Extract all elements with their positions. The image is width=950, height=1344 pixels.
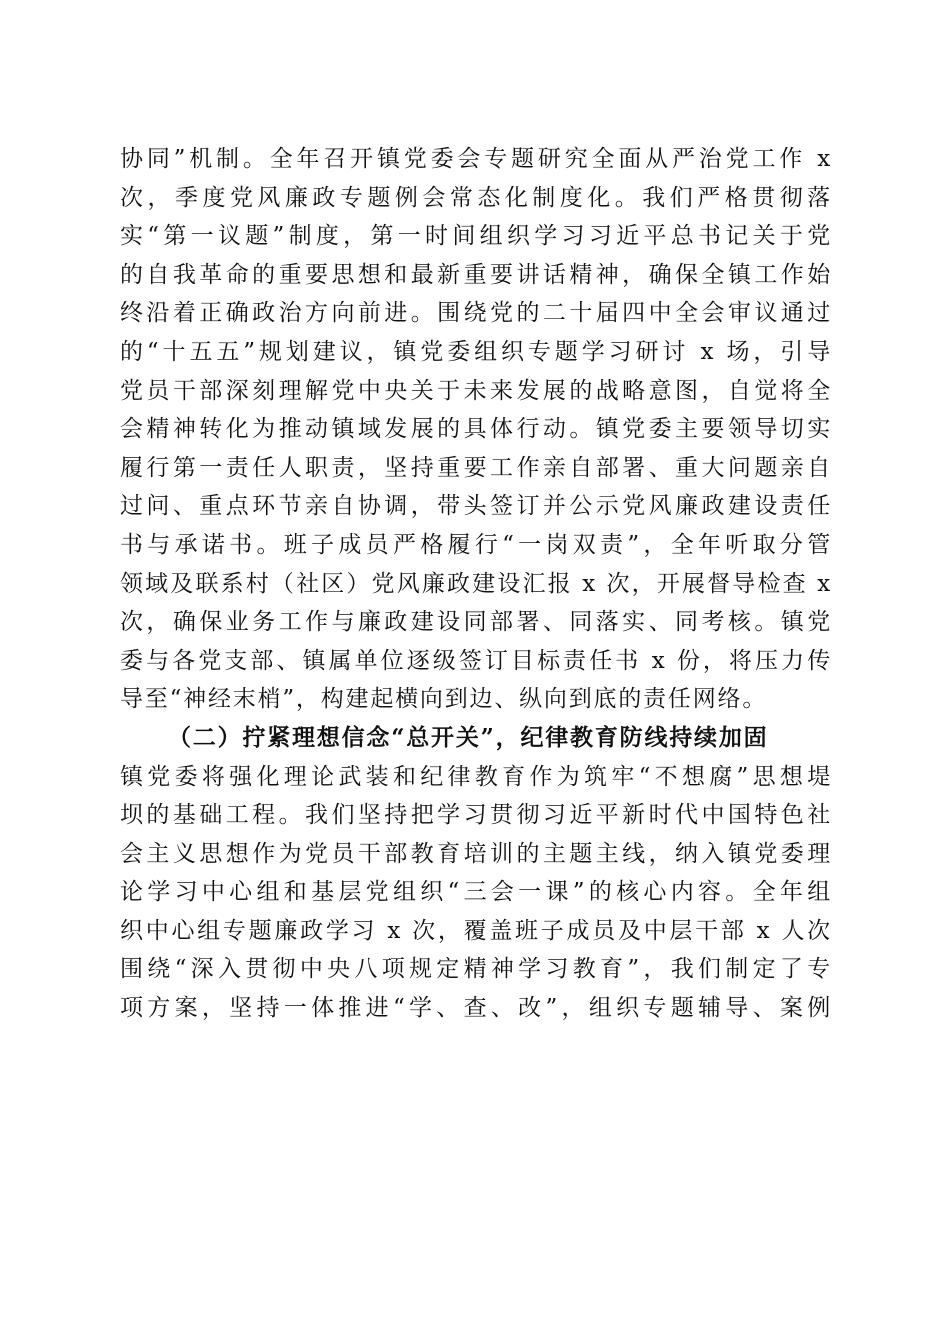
- text-line: 实“第一议题”制度，第一时间组织学习习近平总书记关于党: [120, 223, 832, 250]
- text-line: 会主义思想作为党员干部教育培训的主题主线，纳入镇党委理: [120, 840, 832, 867]
- text-line: 委与各党支部、镇属单位逐级签订目标责任书 x 份，将压力传: [120, 647, 832, 674]
- text-line: 党员干部深刻理解党中央关于未来发展的战略意图，自觉将全: [120, 377, 832, 404]
- document-body: [120, 140, 832, 1028]
- text-line: 坝的基础工程。我们坚持把学习贯彻习近平新时代中国特色社: [120, 802, 832, 829]
- section-heading: （二）拧紧理想信念“总开关”，纪律教育防线持续加固: [168, 723, 769, 751]
- text-line: 过问、重点环节亲自协调，带头签订并公示党风廉政建设责任: [120, 493, 832, 520]
- text-line: 织中心组专题廉政学习 x 次，覆盖班子成员及中层干部 x 人次: [120, 917, 832, 944]
- text-line: 围绕“深入贯彻中央八项规定精神学习教育”，我们制定了专: [120, 956, 832, 983]
- text-line: 履行第一责任人职责，坚持重要工作亲自部署、重大问题亲自: [120, 454, 832, 481]
- text-line: 项方案，坚持一体推进“学、查、改”，组织专题辅导、案例: [120, 995, 832, 1022]
- paragraph-1: [120, 140, 832, 719]
- text-line: 论学习中心组和基层党组织“三会一课”的核心内容。全年组: [120, 879, 832, 906]
- text-line: 镇党委将强化理论武装和纪律教育作为筑牢“不想腐”思想堤: [120, 763, 832, 790]
- paragraph-2: [120, 758, 832, 1028]
- text-line: 次，确保业务工作与廉政建设同部署、同落实、同考核。镇党: [120, 609, 832, 636]
- text-line: 会精神转化为推动镇域发展的具体行动。镇党委主要领导切实: [120, 416, 832, 443]
- text-line: 的“十五五”规划建议，镇党委组织专题学习研讨 x 场，引导: [120, 338, 832, 365]
- text-line: 次，季度党风廉政专题例会常态化制度化。我们严格贯彻落: [120, 184, 832, 211]
- text-line: 导至“神经末梢”，构建起横向到边、纵向到底的责任网络。: [120, 686, 768, 713]
- text-line: 终沿着正确政治方向前进。围绕党的二十届四中全会审议通过: [120, 300, 832, 327]
- text-line: 书与承诺书。班子成员严格履行“一岗双责”，全年听取分管: [120, 531, 832, 558]
- text-line: 领域及联系村（社区）党风廉政建设汇报 x 次，开展督导检查 x: [120, 570, 832, 597]
- text-line: 协同”机制。全年召开镇党委会专题研究全面从严治党工作 x: [120, 146, 832, 172]
- text-line: 的自我革命的重要思想和最新重要讲话精神，确保全镇工作始: [120, 261, 832, 288]
